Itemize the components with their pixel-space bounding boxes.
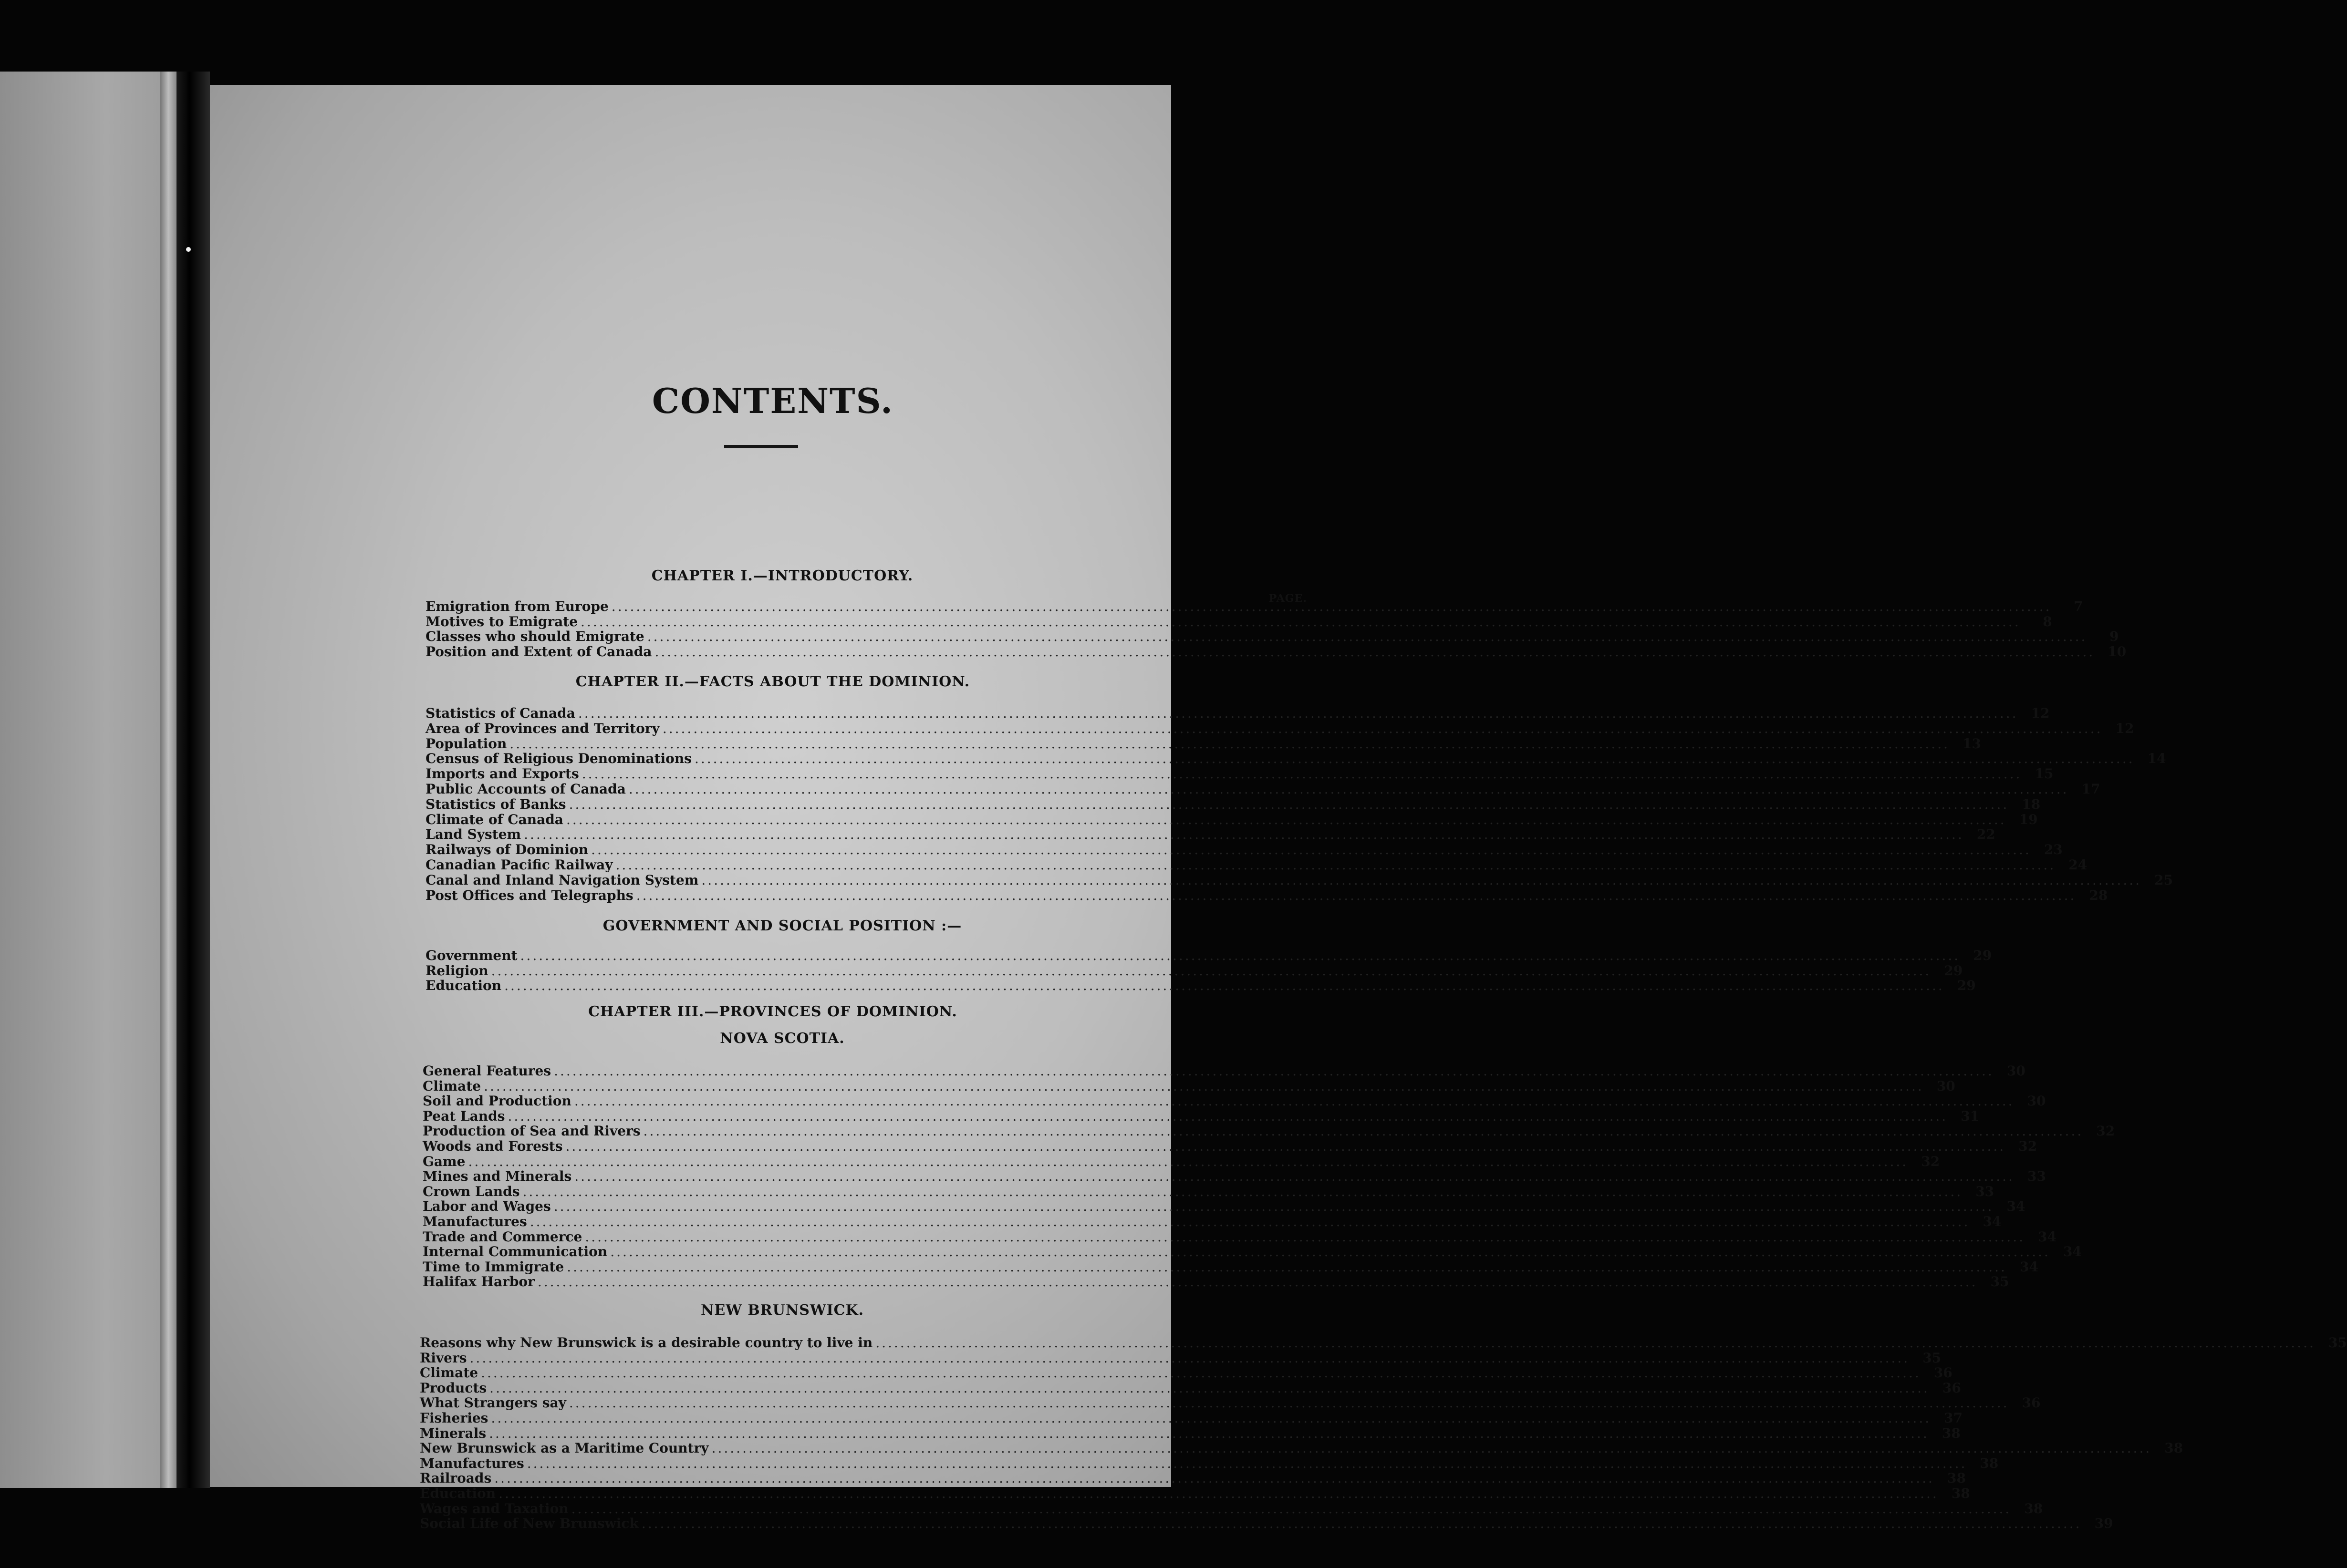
toc-entry-title: Education [426,978,502,993]
book-gutter [177,72,210,1488]
leader-dots [489,1426,1929,1441]
toc-entry-title: Canadian Pacific Railway [426,857,613,873]
facing-page-edge [160,72,177,1488]
toc-entry-page-number: 35 [2328,1335,2347,1351]
toc-entry [420,1425,1961,1441]
leader-dots [578,706,2018,721]
toc-entry [426,978,1976,993]
section-heading: CHAPTER I.—INTRODUCTORY. [651,567,914,584]
toc-entry [423,1228,2057,1245]
leader-dots [591,842,2031,857]
toc-entry-page-number: 12 [2031,705,2050,721]
toc-entry [423,1153,1940,1169]
leader-dots [522,1184,1963,1199]
toc-entry [426,629,2119,644]
toc-entry [420,1335,2347,1351]
leader-dots [554,1063,1994,1079]
toc-entry [426,781,2100,797]
toc-entry [423,1274,2009,1290]
leader-dots [520,948,1961,963]
toc-entry-title: Emigration from Europe [426,598,609,614]
toc-entry [423,1078,1955,1094]
toc-entry-page-number: 8 [2043,613,2052,629]
leader-dots [612,599,2052,614]
leader-dots [581,614,2021,629]
toc-entry-page-number: 15 [2035,766,2054,782]
leader-dots [491,963,1932,979]
leader-dots [527,1456,1967,1471]
toc-entry [420,1410,1963,1426]
toc-entry [426,643,2127,660]
section-heading: NOVA SCOTIA. [720,1030,845,1047]
toc-entry-title: Statistics of Banks [426,796,566,812]
toc-entry-page-number: 38 [1951,1485,1970,1501]
leader-dots [644,1124,2084,1139]
toc-entry-title: Climate [423,1078,481,1094]
toc-entry-page-number: 23 [2044,842,2063,858]
toc-entry [426,811,2038,827]
section-heading: GOVERNMENT AND SOCIAL POSITION :— [602,918,962,934]
toc-entry-page-number: 34 [2019,1259,2038,1275]
leader-dots [629,782,2069,797]
toc-entry-title: Time to Immigrate [423,1259,564,1275]
toc-entry-title: Wages and Taxation [420,1500,569,1516]
toc-entry [423,1259,2038,1275]
toc-entry-title: Statistics of Canada [426,705,575,721]
toc-entry-page-number: 25 [2154,872,2173,888]
leader-dots [494,1471,1934,1486]
toc-entry [423,1183,1994,1199]
toc-entry-page-number: 34 [1983,1214,2002,1229]
toc-entry [420,1440,2183,1456]
toc-entry-title: Census of Religious Denominations [426,751,692,767]
toc-entry [426,705,2050,721]
toc-entry [426,962,1963,979]
toc-entry [423,1123,2115,1139]
toc-entry-page-number: 38 [1947,1470,1966,1486]
toc-entry-title: Social Life of New Brunswick [420,1516,639,1532]
toc-entry [426,857,2087,873]
toc-entry-page-number: 34 [2038,1228,2057,1245]
leader-dots [504,978,1944,993]
toc-entry-title: Mines and Minerals [423,1168,572,1185]
toc-entry-page-number: 30 [2006,1063,2025,1079]
leader-dots [508,1109,1948,1124]
toc-entry-title: Crown Lands [423,1183,520,1199]
toc-entry-title: Climate [420,1365,478,1381]
toc-entry [426,872,2173,888]
leader-dots [491,1411,1931,1426]
toc-entry-title: Soil and Production [423,1093,571,1109]
toc-entry [426,842,2063,858]
toc-entry [426,720,2134,736]
toc-entry-title: Population [426,735,507,752]
leader-dots [616,857,2056,873]
toc-entry-title: Fisheries [420,1410,488,1426]
toc-entry-title: Manufactures [423,1214,527,1229]
toc-entry [426,796,2041,812]
title-rule [724,445,798,448]
toc-entry-page-number: 9 [2109,629,2119,644]
contents-page [210,85,2347,1532]
toc-entry-title: Religion [426,962,488,979]
leader-dots [530,1214,1970,1229]
toc-entry-page-number: 13 [1963,735,1981,752]
section-heading: CHAPTER II.—FACTS ABOUT THE DOMINION. [575,673,970,690]
toc-entry-page-number: 22 [1976,826,1995,843]
leader-dots [695,751,2135,766]
toc-entry-page-number: 31 [1961,1108,1980,1124]
toc-entry [420,1500,2043,1516]
toc-entry-title: Area of Provinces and Territory [426,720,660,736]
toc-entry [420,1516,2113,1532]
toc-entry-page-number: 38 [1942,1425,1961,1441]
toc-entry [423,1214,2002,1229]
toc-entry-page-number: 35 [1922,1350,1942,1366]
toc-entry [426,613,2052,629]
leader-dots [509,736,1950,752]
toc-entry-title: Products [420,1380,487,1396]
toc-entry-title: Education [420,1485,496,1501]
toc-entry-page-number: 32 [2018,1138,2037,1154]
facing-page [0,72,177,1488]
leader-dots [574,1093,2015,1109]
leader-dots [574,1169,2015,1184]
page-title: CONTENTS. [652,381,894,421]
toc-entry-page-number: 10 [2108,643,2127,660]
paper-speck [186,247,191,252]
page-column-label: PAGE. [1268,592,1307,605]
table-of-contents [420,476,2347,1532]
toc-entry-title: New Brunswick as a Maritime Country [420,1440,709,1456]
toc-entry-page-number: 30 [1936,1078,1955,1094]
toc-entry-page-number: 7 [2074,598,2083,614]
toc-entry-title: Railways of Dominion [426,842,589,858]
leader-dots [655,644,2095,660]
toc-entry [426,766,2054,782]
leader-dots [554,1199,1994,1214]
toc-entry [420,1470,1966,1486]
toc-entry-page-number: 14 [2147,751,2166,767]
toc-entry [423,1168,2046,1185]
toc-entry-page-number: 38 [2024,1500,2043,1516]
toc-entry-title: Trade and Commerce [423,1228,582,1245]
toc-entry-title: What Strangers say [420,1395,566,1411]
toc-entry-page-number: 33 [2027,1168,2046,1185]
toc-entry-page-number: 38 [1980,1455,1999,1471]
toc-entry-page-number: 36 [2022,1395,2041,1411]
toc-entry-title: Internal Communication [423,1244,608,1260]
leader-dots [712,1441,2152,1456]
toc-entry-title: Climate of Canada [426,811,563,827]
toc-entry-title: Woods and Forests [423,1138,563,1154]
toc-entry-title: Manufactures [420,1455,524,1471]
leader-dots [470,1351,1910,1366]
leader-dots [636,888,2077,903]
toc-entry [426,735,1981,752]
toc-entry-title: General Features [423,1063,551,1079]
toc-entry-page-number: 36 [1942,1380,1961,1396]
toc-entry-title: Rivers [420,1350,467,1366]
leader-dots [566,812,2006,827]
leader-dots [569,797,2009,812]
toc-entry-page-number: 29 [1957,978,1976,993]
toc-entry [426,887,2108,903]
toc-entry-title: Classes who should Emigrate [426,629,644,644]
toc-entry [426,948,1992,963]
toc-entry-title: Reasons why New Brunswick is a desirable country to live in [420,1335,873,1351]
toc-entry-title: Railroads [420,1470,492,1486]
leader-dots [582,766,2022,782]
toc-entry-page-number: 30 [2027,1093,2046,1109]
leader-dots [538,1274,1978,1289]
toc-entry-page-number: 18 [2022,796,2041,812]
toc-entry-title: Position and Extent of Canada [426,643,652,660]
toc-entry-page-number: 39 [2094,1516,2113,1532]
leader-dots [571,1501,2012,1516]
toc-entry [423,1093,2046,1109]
toc-entry [420,1395,2041,1411]
toc-entry [423,1198,2025,1215]
leader-dots [610,1244,2050,1259]
toc-entry [420,1350,1942,1366]
toc-entry-title: Imports and Exports [426,766,579,782]
toc-entry [423,1138,2037,1154]
leader-dots [663,721,2103,736]
toc-entry-page-number: 37 [1944,1410,1963,1426]
toc-entry-title: Motives to Emigrate [426,613,578,629]
toc-entry-title: Minerals [420,1425,487,1441]
toc-entry [420,1380,1961,1396]
toc-entry-page-number: 24 [2068,857,2087,873]
leader-dots [701,873,2141,888]
toc-entry-page-number: 12 [2115,720,2134,736]
leader-dots [642,1516,2082,1531]
toc-entry-page-number: 34 [2006,1198,2025,1215]
toc-entry-page-number: 33 [1975,1183,1994,1199]
toc-entry-title: Government [426,948,518,963]
toc-entry-title: Labor and Wages [423,1198,551,1215]
toc-entry-page-number: 32 [1921,1153,1940,1169]
toc-entry-page-number: 28 [2089,887,2108,903]
section-heading: NEW BRUNSWICK. [700,1302,864,1319]
toc-entry-page-number: 29 [1973,948,1992,963]
leader-dots [498,1486,1939,1501]
toc-entry [423,1244,2082,1260]
toc-entry-page-number: 19 [2019,811,2038,827]
toc-entry-page-number: 17 [2081,781,2100,797]
section-heading: CHAPTER III.—PROVINCES OF DOMINION. [588,1003,957,1020]
toc-entry-page-number: 34 [2063,1244,2082,1260]
toc-entry-page-number: 36 [1933,1365,1952,1381]
leader-dots [647,629,2087,644]
toc-entry-title: Canal and Inland Navigation System [426,872,699,888]
toc-entry [420,1485,1970,1501]
toc-entry-title: Production of Sea and Rivers [423,1123,641,1139]
leader-dots [481,1365,1921,1381]
leader-dots [875,1335,2316,1351]
toc-entry-page-number: 32 [2096,1123,2115,1139]
leader-dots [468,1154,1909,1169]
toc-entry [420,1365,1952,1381]
toc-entry [426,826,1995,843]
leader-dots [569,1395,2009,1411]
toc-entry [420,1455,1999,1471]
toc-entry-title: Game [423,1153,466,1169]
toc-entry-title: Halifax Harbor [423,1274,535,1290]
leader-dots [567,1259,2007,1275]
toc-entry-title: Post Offices and Telegraphs [426,887,633,903]
toc-entry [423,1108,1980,1124]
toc-entry-page-number: 35 [1990,1274,2009,1290]
leader-dots [524,827,1964,842]
leader-dots [565,1139,2005,1154]
toc-entry [423,1063,2025,1079]
toc-entry-title: Land System [426,826,521,843]
toc-entry-page-number: 38 [2164,1440,2183,1456]
leader-dots [484,1079,1924,1094]
toc-entry [426,751,2166,767]
toc-entry-title: Peat Lands [423,1108,505,1124]
toc-entry-page-number: 29 [1944,962,1963,979]
leader-dots [585,1229,2025,1245]
toc-entry-title: Public Accounts of Canada [426,781,626,797]
leader-dots [489,1381,1930,1396]
